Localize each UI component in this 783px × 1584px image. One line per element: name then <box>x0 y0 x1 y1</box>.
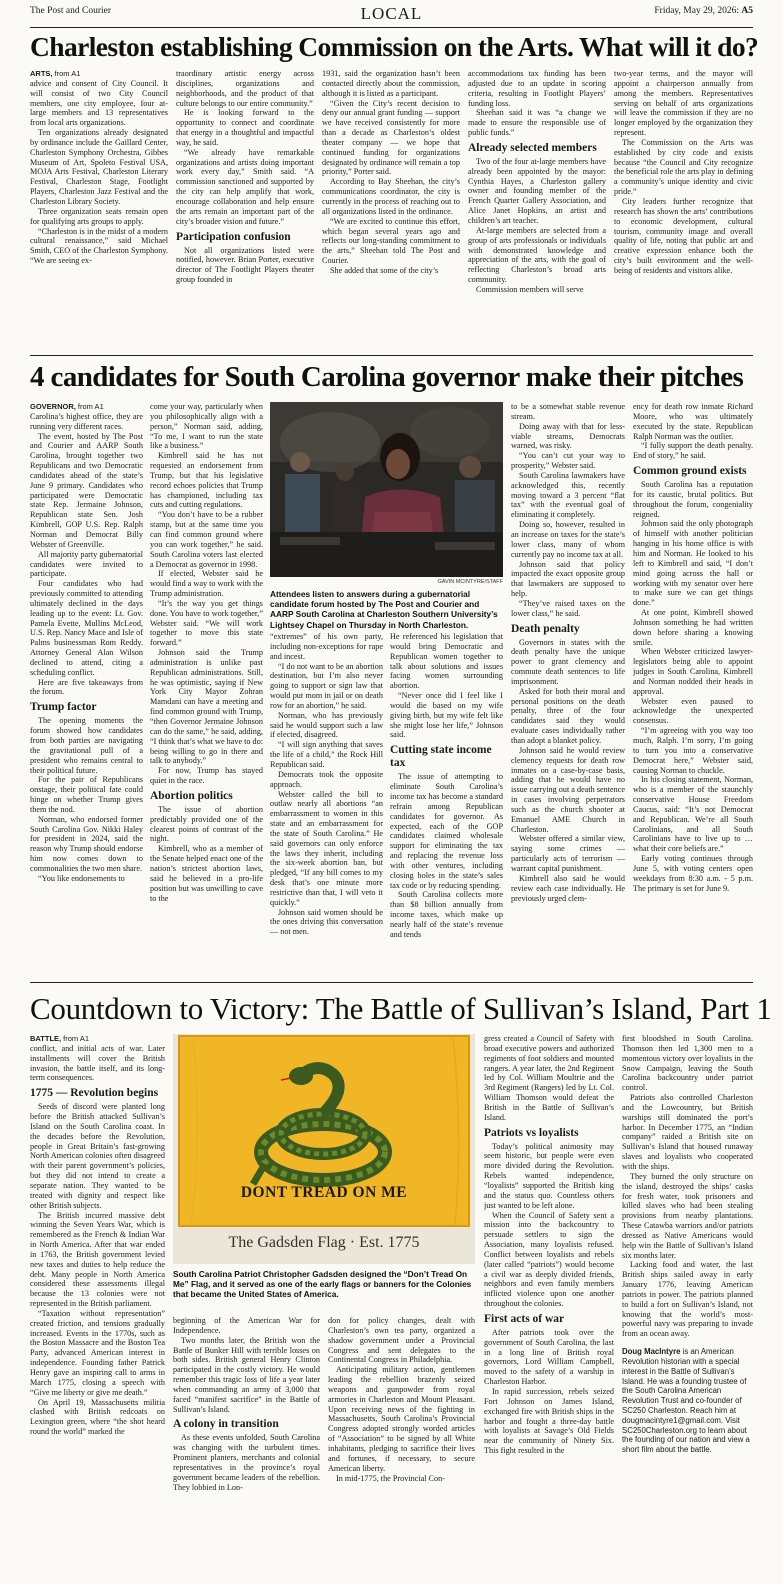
arts-story-body <box>30 69 753 349</box>
paragraph: two-year terms, and the mayor will appoint a chairperson annually from among the members. Representatives serving on behalf of arts organizations will leave the commission if they are no longer employed by the organization they represent. <box>614 69 753 138</box>
jump-from: from A1 <box>54 69 81 78</box>
arts-headline: Charleston establishing Commission on the Arts. What will it do? <box>30 31 759 62</box>
paragraph: “I’m agreeing with you way too much, Ralph. I’m sorry, I’m going to turn you into a conservative Democrat here,” Webster said, causing Norman to chuckle. <box>633 726 753 775</box>
paragraph: advice and consent of City Council. It will consist of two City Council members, one city employee, four at-large members and 13 representatives from local arts organizations. <box>30 78 168 128</box>
paragraph: gress created a Council of Safety with broad executive powers and authorized regiments of foot soldiers and mounted rangers. A year later, the 2nd Regiment led by Col. William Moultrie and the 3rd Regiment (Rangers) led by Lt. Col. William Thomson would defeat the British in the Battle of Sullivan’s Island. <box>484 1034 614 1122</box>
paragraph: Johnson said he would review clemency requests for death row inmates on a case-by-case basis, adding that he would have no issue carrying out a death sentence in cases involving perpetrators such as the church shooter at Emanuel AME Church in Charleston. <box>511 745 625 834</box>
paragraph: “You can’t cut your way to prosperity,” Webster said. <box>511 451 625 471</box>
paragraph: As these events unfolded, South Carolina was changing with the turbulent times. Prominent planters, merchants and colonial representatives in the province’s royal government became leaders of the rebellion. They lobbied in Lon- <box>173 1433 320 1492</box>
jump-from: from A1 <box>63 1034 89 1043</box>
paragraph: He is looking forward to the opportunity to connect and coordinate that energy in a thoughtful and impactful way, he said. <box>176 108 314 147</box>
paragraph: City leaders further recognize that research has shown the arts’ contributions to economic development, cultural tourism, community image and overall quality of life, noting that public art and creative expression enhance both the city’s built environment and the well-being of residents and visitors alike. <box>614 196 753 275</box>
paragraph: The event, hosted by The Post and Courier and AARP South Carolina, brought together two Republicans and two Democratic candidates ahead of the state’s June 9 primary. Candidates who participated were Democratic state Rep. Jermaine Johnson, Republican state Sen. Josh Kimbrell, GOP U.S. Rep. Ralph Norman and Democrat Billy Webster of Greenville. <box>30 431 143 549</box>
paragraph: “You don’t have to be a rubber stamp, but at the same time you can find common ground where you can work together,” he said. South Carolina voters last elected a Democrat as governor in 1998. <box>150 510 263 569</box>
paragraph: For now, Trump has stayed quiet in the race. <box>150 766 263 786</box>
paragraph: accommodations tax funding has been adjusted due to an update in scoring criteria, resulting in Footlight Players’ funding loss. <box>468 69 606 108</box>
paragraph: “Taxation without representation” created friction, and tensions gradually increased. Events in the 1770s, such as the Boston Massacre and the Boston Tea Party, advanced American interest in independence. Founding father Patrick Henry gave an inspiring call to arms in March 1775, closing a speech with “Give me liberty or give me death.” <box>30 1308 165 1397</box>
paragraph: For the pair of Republicans onstage, their political fate could hinge on whether Trump gives them the nod. <box>30 775 143 814</box>
page-date <box>654 6 753 16</box>
subhead: Common ground exists <box>633 465 747 478</box>
gov-col-4 <box>390 632 503 977</box>
paragraph: conflict, and initial acts of war. Later installments will cover the British invasion, the battle itself, and its long-term consequences. <box>30 1043 165 1083</box>
paragraph: Ten organizations already designated by ordinance include the Gaillard Center, Charleston Symphony Orchestra, Gibbes Museum of Art, Spoleto Festival USA, MOJA Arts Festival, Charleston Literary Festival, Charleston Stage, Footlight Players, Charleston Jazz Festival and the Charleston Library Society. <box>30 128 168 206</box>
paragraph: Two of the four at-large members have already been appointed by the mayor: Cynthia Hayes, a Charleston gallery owner and founding member of the French Quarter Gallery Association, and Alice Janet Hopkins, an artist and children’s art teacher. <box>468 156 606 225</box>
photo-credit: GAVIN MCINTYRE/STAFF <box>437 579 503 585</box>
paragraph: After patriots took over the government of South Carolina, the last in a long line of British royal governors, Lord William Campbell, moved to the safety of a warship in Charleston Harbor. <box>484 1327 614 1387</box>
paragraph: come your way, particularly when you philosophically align with a person,” Norman said, adding, “To me, I want to run the state like a business.” <box>150 402 263 451</box>
governor-headline: 4 candidates for South Carolina governor make their pitches <box>30 361 744 393</box>
paragraph: Kimbrell said he has not requested an endorsement from Trump, but that his legislative record echoes policies that Trump has championed, including tax cuts and cutting regulations. <box>150 451 263 510</box>
paragraph: If elected, Webster said he would find a way to work with the Trump administration. <box>150 569 263 599</box>
arts-col-3 <box>322 69 460 349</box>
paragraph: Norman, who endorsed former South Carolina Gov. Nikki Haley for president in 2024, said the reason why Trump should endorse him now comes down to commonalities the two men share. <box>30 814 143 873</box>
paragraph: Democrats took the opposite approach. <box>270 769 383 789</box>
subhead: Already selected members <box>468 141 597 154</box>
paragraph: “I do not want to be an abortion destination, but I’m also never going to support or sign law that would put mom in jail or on death row for an abortion,” he said. <box>270 661 383 710</box>
governor-story-body <box>30 402 753 977</box>
paragraph: They burned the only structure on the island, destroyed the ships’ casks for fresh water, took prisoners and killed slaves who had been stealing provisions from nearby plantations. These Catawba warriors and/or patriots dressed as Native Americans would help win the Battle of Sullivan’s Island six months later. <box>622 1171 753 1260</box>
paragraph: to be a somewhat stable revenue stream. <box>511 402 625 421</box>
section-rule <box>30 982 753 983</box>
paragraph: Lacking food and water, the last British ships sailed away in early January 1776, leaving American patriots in power. The patriots planned to build a fort on Sullivan’s Island, not knowing that the world’s most-powerful navy was preparing to invade from an ocean away. <box>622 1260 753 1339</box>
battle-col-5 <box>622 1034 753 1579</box>
date-text: Friday, May 29, 2026: <box>654 6 739 16</box>
paragraph: Early voting continues through June 5, with voting centers open weekdays from 8:30 a.m. - 5 p.m. The primary is set for June 9. <box>633 854 753 893</box>
paragraph: “I fully support the death penalty. End of story,” he said. <box>633 441 753 461</box>
paragraph: don for policy changes, dealt with Charleston’s own tea party, organized a shadow government under a Provincial Congress and sent delegates to the Continental Congress in Philadelphia. <box>328 1316 475 1365</box>
paragraph: “You like endorsements to <box>38 873 125 883</box>
paragraph: Doing away with that for less-viable streams, Democrats warned, was risky. <box>511 421 625 451</box>
jump-from: from A1 <box>77 402 104 411</box>
paragraph: Kimbrell also said he would review each case individually. He previously urged clem- <box>511 873 625 903</box>
paragraph: “We already have remarkable organizations and artists doing important work every day,” Smith said. “A commission sanctioned and supported by the city can help amplify that work, encourage collaboration and help ensure the arts remain an important part of the city’s broader vision and future.” <box>176 147 314 226</box>
paragraph: Seeds of discord were planted long before the British attacked Sullivan’s Island on the South Carolina coast. In the decades before the Revolution, people in Great Britain’s fast-growing North American colonies often disagreed with their parent government’s policies, but they did not intend to create a separate nation. They wanted to be treated with dignity and respect like other British subjects. <box>30 1102 165 1210</box>
paragraph: The British incurred massive debt winning the Seven Years War, which is remembered as the French & Indian War in North America. After that war ended in 1763, the British government levied new taxes and duties to help reduce the debt. Many people in North America considered these assessments illegal because the 13 colonies were not represented in the British parliament. <box>30 1210 165 1309</box>
paragraph: In his closing statement, Norman, who is a member of the staunchly conservative House Freedom Caucus, said: “It’s not Democrat and Republican. We’re all South Carolinians, and all South Carolinians have to live up to … what their core beliefs are.” <box>633 775 753 854</box>
paragraph: “Never once did I feel like I would die based on my wife giving birth, but my wife felt like she might lose her life,” Johnson said. <box>390 691 503 740</box>
jump-label: GOVERNOR, <box>30 402 76 411</box>
paragraph: first bloodshed in South Carolina. Thomson then led 1,300 men to a momentous victory over loyalists in the Snow Campaign, leaving the South Carolina backcountry under patriot control. <box>622 1034 753 1093</box>
arts-col-4 <box>468 69 606 349</box>
paragraph: According to Bay Sheehan, the city’s communications coordinator, the city is currently in the process of reaching out to all organizations listed in the ordinance. <box>322 177 460 216</box>
flag-title: The Gadsden Flag · Est. 1775 <box>228 1234 420 1251</box>
paragraph: Commission members will serve <box>476 284 584 294</box>
paragraph: South Carolina lawmakers have acknowledged this, recently moving toward a 3 percent “flat tax” with the eventual goal of eliminating it completely. <box>511 470 625 520</box>
section-label: LOCAL <box>360 4 423 23</box>
paragraph: Two months later, the British won the Battle of Bunker Hill with terrible losses on both sides. British general Henry Clinton participated in the costly victory. He would remember this tragic loss of life a year later when commanding an army of 3,000 that faced “manifest sacrifice” in the Battle of Sullivan’s Island. <box>173 1335 320 1414</box>
paragraph: Johnson said the only photograph of himself with another politician hanging in his home office is with him and Norman. He looked to his left to Kimbrell and said, “I don’t mind going across the hall or working with my senator over here to make sure we can get things done.” <box>633 519 753 608</box>
paragraph: Patriots also controlled Charleston and the Lowcountry, but British warships still dominated the port’s harbor. In December 1775, an “Indian company” raided a British site on Sullivan’s Island that housed runaway slaves and loyalists who cooperated with the ships. <box>622 1093 753 1171</box>
author-bio <box>622 1347 753 1455</box>
paragraph: ency for death row inmate Richard Moore, who was ultimately executed by the state. Republican Ralph Norman was the outlier. <box>633 402 753 441</box>
jump-label: BATTLE, <box>30 1034 62 1043</box>
subhead: First acts of war <box>484 1312 565 1325</box>
forum-photo <box>270 402 503 577</box>
paragraph: All majority party gubernatorial candidates were invited to participate. <box>30 549 143 579</box>
paragraph: Webster even paused to acknowledge the unexpected consensus. <box>633 696 753 726</box>
paragraph: “It’s the way you get things done. You have to work together,” Webster said. “We will work together to move this state forward.” <box>150 598 263 648</box>
page-header <box>30 4 753 24</box>
subhead: Trump factor <box>30 701 97 714</box>
paragraph: Anticipating military action, gentlemen leading the rebellion brazenly seized weapons and gunpowder from royal armories in Charleston and Mount Pleasant. Upon receiving news of the fighting in Massachusetts, South Carolina’s Provincial Congress adopted strongly worded articles of “Association” to be signed by all White inhabitants, pledging to sacrifice their lives and fortunes, if necessary, to secure American liberty. <box>328 1365 475 1473</box>
paragraph: Johnson said that policy impacted the exact opposite group that lawmakers are supposed to help. <box>511 559 625 599</box>
paragraph: Not all organizations listed were notified, however. Brian Porter, executive director of The Footlight Players theater group founded in <box>176 245 314 285</box>
subhead: Abortion politics <box>150 789 233 802</box>
paragraph: At one point, Kimbrell showed Johnson something he had written down before sharing a knowing smile. <box>633 608 753 647</box>
paragraph: Webster called the bill to outlaw nearly all abortions “an embarrassment to women in this state and an embarrassment for the state of South Carolina.” He said governors can only enforce the laws they inherit, including the six-week abortion ban, but pledged, “If any bill comes to my desk that’s one minute more restrictive than that, I will veto it quickly.” <box>270 789 383 907</box>
paragraph: Kimbrell, who as a member of the Senate helped enact one of the nation’s strictest abortion laws, said he believed in a pro-life position but was unwilling to cave to the <box>150 844 263 903</box>
paragraph: The Commission on the Arts was established by city code and exists because “the Council and City recognize the beneficial role the arts play in defining a community’s unique identity and civic pride.” <box>614 137 753 197</box>
paragraph: South Carolina has a reputation for its caustic, brutal politics. But throughout the forum, congeniality reigned. <box>633 480 753 519</box>
subhead: Cutting state income tax <box>390 744 492 770</box>
paragraph: Doing so, however, resulted in an increase on taxes for the state’s lower class, many of whom currently pay no income tax at all. <box>511 520 625 559</box>
audience-image <box>270 402 503 577</box>
arts-col-5 <box>614 69 753 349</box>
paragraph: Webster offered a similar view, saying some crimes — particularly acts of terrorism — warrant capital punishment. <box>511 834 625 873</box>
jump-label: ARTS, <box>30 69 53 78</box>
subhead: 1775 — Revolution begins <box>30 1087 159 1100</box>
gadsden-flag-photo <box>173 1034 475 1264</box>
flag-image <box>173 1034 475 1264</box>
flag-caption: South Carolina Patriot Christopher Gadsden designed the “Don’t Tread On Me” Flag, and it served as one of the early flags or banners for the Colonies that became the United States of America. <box>173 1269 472 1300</box>
paragraph: Four candidates who had previously committed to attending ultimately declined in the days leading up to the event: Lt. Gov. Pamela Evette, Mullins McLeod, U.S. Rep. Nancy Mace and Isle of Palms businessman Rom Reddy. Attorney General Alan Wilson declined to attend, citing a scheduling conflict. <box>30 579 143 677</box>
subhead: A colony in transition <box>173 1418 279 1431</box>
paragraph: The issue of abortion predictably provided one of the clearest points of contrast of the night. <box>150 804 263 844</box>
paragraph: The opening moments the forum showed how candidates from both parties are navigating the gravitational pull of a president who remains central to their political future. <box>30 716 143 775</box>
header-rule <box>30 27 753 28</box>
paragraph: Governors in states with the death penalty have the unique power to grant clemency and commute death sentences to life imprisonment. <box>511 637 625 686</box>
paragraph: Sheehan said it was “a change we made to ensure the responsible use of public funds.” <box>468 108 606 138</box>
paragraph: “Given the City’s recent decision to deny our annual grant funding — support we have received consistently for more than a decade as Charleston’s oldest theater company — we hope that continued funding for organizations designated by ordinance will remain a top priority,” Porter said. <box>322 98 460 177</box>
paragraph: Today’s political animosity may seem historic, but people were even more divided during the Revolution. Rebels wanted independence, “loyalists” supported the British king and the status quo. Countless others just wanted to be left alone. <box>484 1141 614 1210</box>
paragraph: South Carolina collects more than $8 billion annually from income taxes, which make up nearly half of the state’s revenue and tends <box>390 890 503 939</box>
paragraph: “Charleston is in the midst of a modern cultural renaissance,” said Michael Smith, CEO of the Charleston Symphony. “We are seeing ex- <box>30 226 168 266</box>
flag-motto: DONT TREAD ON ME <box>240 1184 408 1201</box>
subhead: Death penalty <box>511 622 580 635</box>
battle-col-3 <box>328 1316 475 1579</box>
paragraph: Norman, who has previously said he would support such a law if elected, disagreed. <box>270 710 383 740</box>
paragraph: Carolina’s highest office, they are running very different races. <box>30 411 143 431</box>
paragraph: When the Council of Safety sent a mission into the backcountry to persuade settlers to sign the Association, many loyalists refused. Conflict between loyalists and rebels (later called “patriots”) would become a civil war as deeply divided friends, neighbors and even family members inflicted violence upon one another throughout the colonies. <box>484 1210 614 1309</box>
paper-name: The Post and Courier <box>30 6 112 16</box>
paragraph: “extremes” of his own party, including non-exceptions for rape and incest. <box>270 632 383 661</box>
gov-col-2 <box>150 402 263 977</box>
paragraph: When Webster criticized lawyer-legislators being able to appoint judges in South Carolina, Kimbrell and Norman nodded their heads in approval. <box>633 647 753 696</box>
paragraph: She added that some of the city’s <box>330 265 439 275</box>
subhead: Patriots vs loyalists <box>484 1126 579 1139</box>
paragraph: He referenced his legislation that would bring Democratic and Republican women together to talk about solutions and issues facing women surrounding abortion. <box>390 632 503 691</box>
section-rule <box>30 355 753 356</box>
paragraph: traordinary artistic energy across disciplines, organizations and neighborhoods, and the product of that culture belongs to our entire community.” <box>176 69 314 108</box>
arts-col-2 <box>176 69 314 349</box>
battle-headline: Countdown to Victory: The Battle of Sullivan’s Island, Part 1 <box>30 991 772 1026</box>
gov-col-6 <box>633 402 753 977</box>
paragraph: Johnson said the Trump administration is unlike past Republican administrations. Still, he was optimistic, saying if New York City Mayor Zohran Mamdani can have a meeting and find common ground with Trump, “then Governor Jermaine Johnson can do the same,” he said, adding, “I think that’s what we have to do: being willing to go in there and talk to anybody.” <box>150 648 263 766</box>
paragraph: “We are excited to continue this effort, which began several years ago and reflects our long-standing commitment to the arts,” Sheehan told The Post and Courier. <box>322 216 460 266</box>
battle-col-4 <box>484 1034 614 1579</box>
photo-caption: Attendees listen to answers during a gubernatorial candidate forum hosted by The Post and Courier and AARP South Carolina at Charleston Southern University’s Lightsey Chapel on Thursday in North Charleston. <box>270 589 498 630</box>
paragraph: “I will sign anything that saves the life of a child,” the Rock Hill Republican said. <box>270 740 383 769</box>
paragraph: Three organization seats remain open for qualifying arts groups to apply. <box>30 206 168 226</box>
author-name: Doug MacIntyre <box>622 1347 681 1357</box>
paragraph: In mid-1775, the Provincial Con- <box>336 1473 445 1483</box>
arts-col-1 <box>30 69 168 349</box>
paragraph: On April 19, Massachusetts militia clashed with British redcoats on Lexington green, where “the shot heard round the world” marked the <box>30 1397 165 1437</box>
gov-col-5 <box>511 402 625 977</box>
gov-col-1 <box>30 402 143 977</box>
author-bio-text: is an American Revolution historian with a special interest in the Battle of Sullivan’s Island. He was a founding trustee of the South Carolina American Revolution Trust and co-founder of SC250 Charleston. Reach him at dougmacintyre1@gmail.com. Visit SC250Charleston.org to learn about the founding of our nation and view a short film about the battle. <box>622 1347 750 1455</box>
paragraph: beginning of the American War for Independence. <box>173 1316 320 1335</box>
paragraph: In rapid succession, rebels seized Fort Johnson on James Island, exchanged fire with British ships in the harbor and fought a three-day battle with loyalists at Savage’s Old Fields near the community of Ninety Six. This fight resulted in the <box>484 1387 614 1456</box>
battle-story-body <box>30 1034 753 1579</box>
page-number: A5 <box>741 6 753 16</box>
paragraph: 1931, said the organization hasn’t been contacted directly about the commission, although it is listed as a participant. <box>322 69 460 98</box>
paragraph: Here are five takeaways from the forum. <box>30 677 143 697</box>
gov-col-3 <box>270 632 383 977</box>
paragraph: Johnson said women should be the ones driving this conversation — not men. <box>270 907 383 937</box>
paragraph: Asked for both their moral and personal positions on the death penalty, three of the four candidates said they would evaluate cases individually rather than adopt a blanket policy. <box>511 686 625 745</box>
paragraph: “They’ve raised taxes on the lower class,” he said. <box>511 598 625 618</box>
paragraph: At-large members are selected from a group of arts professionals or individuals with demonstrated knowledge and appreciation of the arts, with the goal of reflecting Charleston’s broad arts community. <box>468 225 606 285</box>
paragraph: The issue of attempting to eliminate South Carolina’s income tax has become a standard refrain among Republican candidates for governor. As expected, each of the GOP candidates claimed wholesale support for eliminating the tax and replacing the revenue loss with other ventures, including closing holes in the state’s sales tax code or by reducing spending. <box>390 772 503 890</box>
battle-col-1 <box>30 1034 165 1579</box>
subhead: Participation confusion <box>176 230 291 243</box>
battle-col-2 <box>173 1316 320 1579</box>
